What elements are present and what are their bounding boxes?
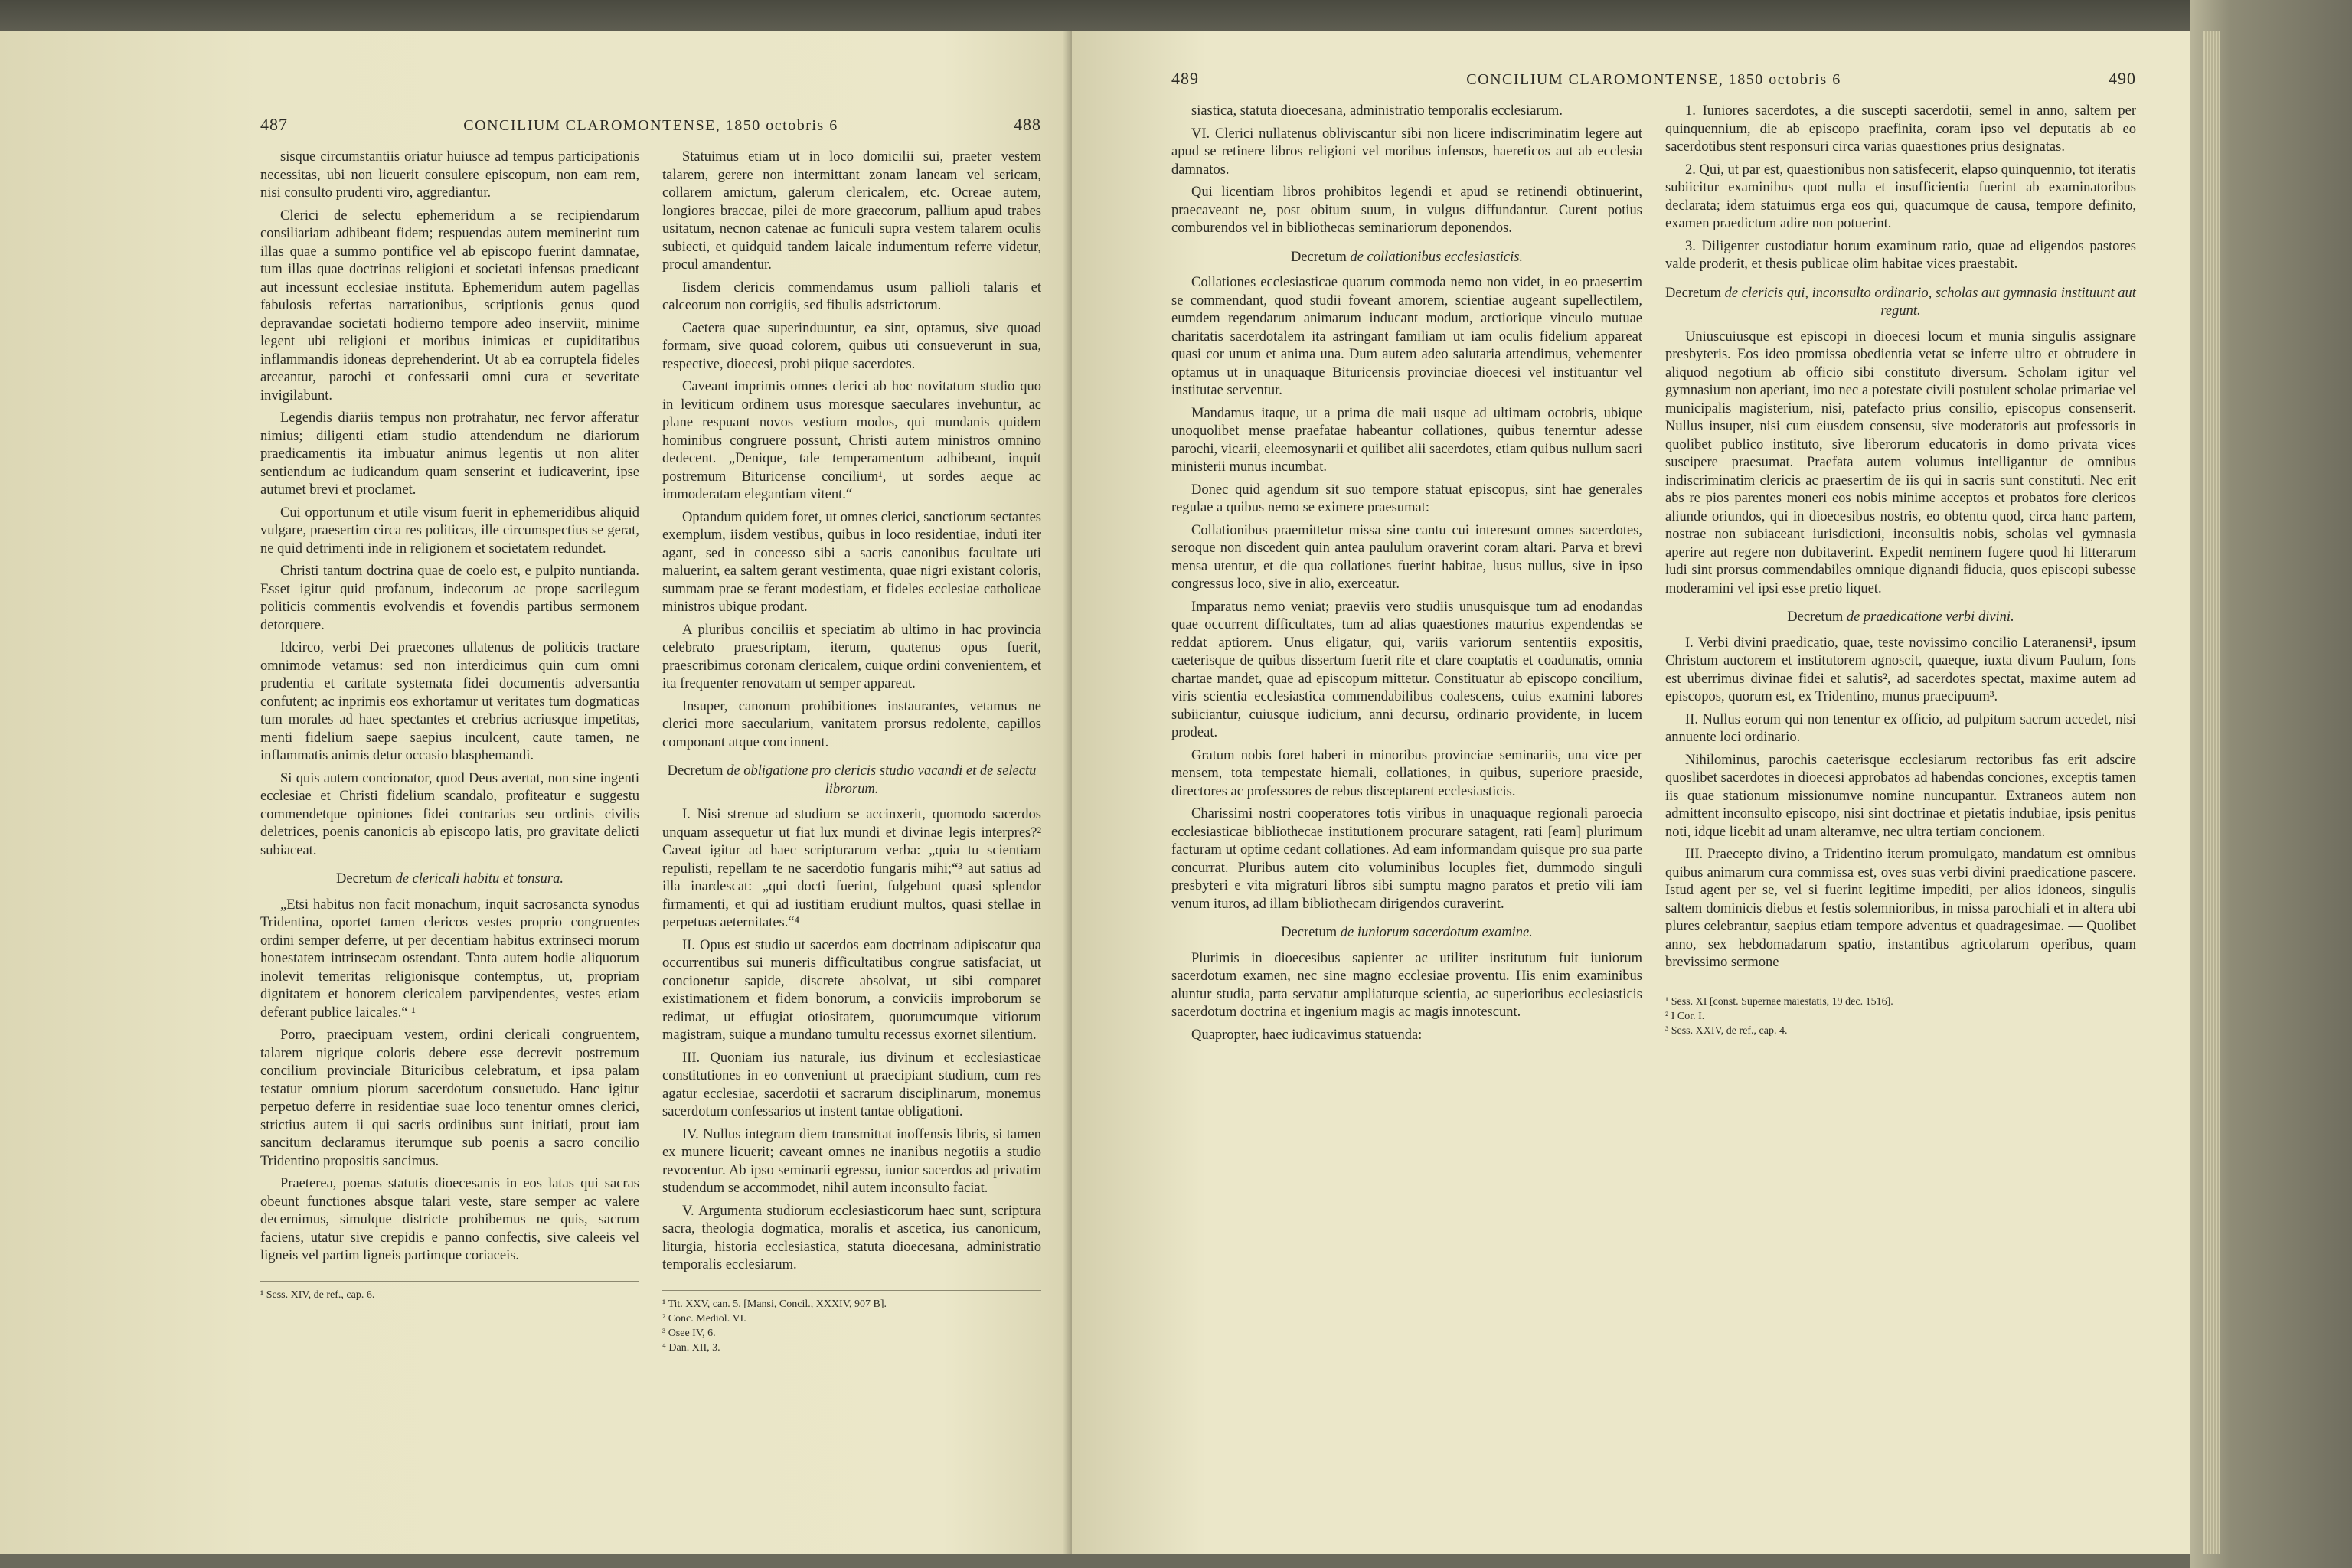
paragraph: Donec quid agendum sit suo tempore statuat episcopus, sint hae generales regulae a quibus nemo se eximere praesumat: <box>1171 482 1642 515</box>
footnote: ¹ Sess. XI [const. Supernae maiestatis, 19 dec. 1516]. <box>1665 995 1893 1008</box>
paragraph: Insuper, canonum prohibitiones instaurantes, vetamus ne clerici more saecularium, vanitatem prorsus redolente, capillos componant atque concinnent. <box>662 698 1041 750</box>
paragraph: Caveant imprimis omnes clerici ab hoc novitatum studio quo in leviticum ordinem usus moresque saeculares invehuntur, ac plane respuant novos vestium modos, qui mundanis quidem hominibus congruere possunt, Christi autem ministros omnino dedecent. „Denique, tale temperamentum adhibeant, inquit postremum Bituricense concilium¹, ut sordes aeque ac immoderatam elegantiam vitent.“ <box>662 379 1041 502</box>
paragraph: Charissimi nostri cooperatores totis viribus in unaquaque regionali paroecia ecclesiasticae bibliothecae institutionem procurare satagent, rati [eam] plurimum facturam ut optime cedant collationes. Ad eam informandam quisque pro sua parte concurrat. Pluribus autem cito voluminibus locuples fiet, dummodo singuli presbyteri e vita migraturi libros sibi sumptu magno paratos et pretio vili iam venum ituros, ad illam bibliothecam dirigendos curaverint. <box>1171 806 1642 912</box>
paragraph: I. Verbi divini praedicatio, quae, teste novissimo concilio Lateranensi¹, ipsum Christum auctorem et institutorem agnoscit, quaeque, iuxta divum Paulum, fons est uberrimus divinae fidei et salutis², ad sacerdotes spectat, maxime autem ad episcopos, quorum est, ex Tridentino, munus praecipuum³. <box>1665 635 2136 704</box>
right-running-title: CONCILIUM CLAROMONTENSE, 1850 octobris 6 <box>1466 71 1841 88</box>
paragraph: A pluribus conciliis et speciatim ab ultimo in hac provincia celebrato praescriptam, iterum, quatenus opus fuerit, praescribimus coronam clericalem, cuique ordini convenientem, et ita frequenter renovatam ut semper appareat. <box>662 622 1041 691</box>
paragraph: Qui licentiam libros prohibitos legendi et apud se retinendi obtinuerint, praecaveant ne, post obitum suum, in vulgus diffundantur. Curent potius comburendos vel in bibliothecas seminariorum deponendos. <box>1171 185 1642 236</box>
decree-heading-subject: de praedicatione verbi divini. <box>1846 609 2014 625</box>
footnote: ¹ Sess. XIV, de ref., cap. 6. <box>260 1289 375 1301</box>
paragraph: „Etsi habitus non facit monachum, inquit sacrosancta synodus Tridentina, oportet tamen clericos vestes proprio congruentes ordini semper deferre, ut per decentiam habitus extrinseci morum honestatem intrinsecam ostendant. Tanta autem hodie aliquorum inolevit temeritas religionisque contemptus, ut, propriam dignitatem et honorem clericalem parvipendentes, vestes etiam deferant publice laicales.“ ¹ <box>260 897 639 1021</box>
right-page-number-2: 490 <box>2109 69 2136 88</box>
paragraph: Iisdem clericis commendamus usum pallioli talaris et calceorum non corrigiis, sed fibulis adstrictorum. <box>662 279 1041 313</box>
left-page <box>0 31 1072 1554</box>
paragraph: I. Nisi strenue ad studium se accinxerit, quomodo sacerdos unquam assequetur ut fiat lux mundi et divinae legis interpres?² Caveat igitur ad haec scripturarum verba: „quia tu scientiam repulisti, repellam te ne sacerdotio fungaris mihi;“³ aut satius ad illa inardescat: „qui docti fuerint, fulgebunt quasi splendor firmamenti, et qui ad iustitiam erudiunt multos, quasi stellae in perpetuas aeternitates.“⁴ <box>662 807 1041 930</box>
paragraph: Cui opportunum et utile visum fuerit in ephemeridibus aliquid vulgare, praesertim circa res politicas, ille circumspectius se gerat, ne quid detrimenti inde in religionem et societatem redundet. <box>260 505 639 557</box>
right-page <box>1072 31 2190 1554</box>
right-column-2 <box>1665 103 2136 1049</box>
paragraph: Praeterea, poenas statutis dioecesanis in eos latas qui sacras obeunt functiones absque talari veste, stare semper ac valere decernimus, simulque districte prohibemus ne quis, sacrum faciens, utatur sive crepidis e panno confectis, sive caleeis vel ligneis vel partim ligneis partimque coriaceis. <box>260 1176 639 1263</box>
left-running-head <box>260 115 1041 135</box>
paragraph: Collationes ecclesiasticae quarum commoda nemo non videt, in eo praesertim se commendant, quod studii foveant amorem, scientiae augeant supellectilem, eumdem regendarum animarum inducant modum, arctiorique vinculo mutuae charitatis sacerdotalem ita astringant familiam ut iam oculis fidelium appareat quasi cor unum et anima una. Dum autem adeo salutaria attendimus, vehementer optamus ut in unaquaque Bituricensis provinciae dioecesi vel instituantur vel institutae serventur. <box>1171 275 1642 398</box>
decree-heading <box>1665 609 2136 627</box>
paragraph: Collationibus praemittetur missa sine cantu cui interesunt omnes sacerdotes, seroque non discedent quin antea paululum oraverint coram altari. Parva et brevi mensa utentur, et die qua collationes fuerint habitae, lusus nullus, sive in ipso congressus loco, sive in alio, exerceatur. <box>1171 522 1642 592</box>
decree-heading-label: Decretum <box>1787 609 1847 625</box>
footnote: ³ Sess. XXIV, de ref., cap. 4. <box>1665 1024 1788 1037</box>
right-page-number-1: 489 <box>1171 69 1199 88</box>
decree-heading-subject: de obligatione pro clericis studio vacandi et de selectu librorum. <box>727 763 1037 797</box>
footnote: ⁴ Dan. XII, 3. <box>662 1341 720 1354</box>
decree-heading-subject: de clericis qui, inconsulto ordinario, scholas aut gymnasia instituunt aut regunt. <box>1724 285 2136 318</box>
decree-heading <box>1665 285 2136 321</box>
paragraph: VI. Clerici nullatenus obliviscantur sibi non licere indiscriminatim legere aut apud se retinere libros religioni vel moribus infensos, haereticos aut ab ecclesia damnatos. <box>1171 126 1642 178</box>
paragraph: 2. Qui, ut par est, quaestionibus non satisfecerit, elapso quinquennio, tot iteratis subiicitur examinibus quot nulla et insufficientia fuerint ab examinatoribus declarata; idem statuimus erga eos qui, quacumque de causa, tempore definito, examen praedictum adire non potuerint. <box>1665 162 2136 231</box>
footnote: ² Conc. Mediol. VI. <box>662 1312 746 1325</box>
book-spine <box>2190 0 2352 1568</box>
decree-heading-subject: de iuniorum sacerdotum examine. <box>1340 925 1533 940</box>
left-running-title: CONCILIUM CLAROMONTENSE, 1850 octobris 6 <box>463 117 838 134</box>
decree-heading-label: Decretum <box>1281 925 1341 940</box>
paragraph: Si quis autem concionator, quod Deus avertat, non sine ingenti ecclesiae et Christi fidelium scandalo, profiteatur e suggestu commendetque opiniones fidei contrarias seu ordinis civilis deletrices, poenis canonicis ab episcopo latis, pro gravitate delicti subiaceat. <box>260 770 639 858</box>
paragraph: Statuimus etiam ut in loco domicilii sui, praeter vestem talarem, gerere non intermittant zonam laneam vel sericam, collarem amictum, galerum clericalem, etc. Ocreae autem, longiores braccae, pilei de more graecorum, pallium apud trabes usitatum, necnon catenae ac funiculi supra vestem talarem oculis subiecti, et quidquid tandem laicale indumentum referre videtur, procul amandentur. <box>662 149 1041 273</box>
right-running-head <box>1171 69 2136 89</box>
right-column-1 <box>1171 103 1642 1049</box>
paragraph: III. Quoniam ius naturale, ius divinum et ecclesiasticae constitutiones in eo conveniunt ut praecipiant studium, cum res agatur ecclesiae, sacerdotii et sacrarum disciplinarum, monemus sacerdotum confessarios ut instent tantae obligationi. <box>662 1050 1041 1119</box>
left-column-2 <box>662 149 1041 1356</box>
decree-heading-subject: de collationibus ecclesiasticis. <box>1350 249 1524 265</box>
paragraph: Optandum quidem foret, ut omnes clerici, sanctiorum sectantes exemplum, iisdem vestibus, quibus in loco residentiae, induti iter agant, sed in concesso sibi a sacris canonibus facultate uti maluerint, ea saltem gerant vestimenta, quae nigri existant coloris, summam prae se ferant modestiam, et fideles ecclesiae catholicae ministros ubique prodant. <box>662 509 1041 615</box>
paragraph: II. Nullus eorum qui non tenentur ex officio, ad pulpitum sacrum accedet, nisi annuente loci ordinario. <box>1665 711 2136 745</box>
decree-heading-label: Decretum <box>1665 285 1725 301</box>
decree-heading <box>1171 249 1642 267</box>
decree-heading-label: Decretum <box>1290 249 1351 265</box>
left-column-1 <box>260 149 639 1356</box>
paragraph: Plurimis in dioecesibus sapienter ac utiliter institutum fuit iuniorum sacerdotum examen, nec sine magno ecclesiae proventu. His enim examinibus aluntur studia, parta servatur ampliaturque scientia, ac superioribus ecclesiasticis sacerdotum doctrina et ingenium magis ac magis innotescunt. <box>1171 950 1642 1020</box>
left-page-number-2: 488 <box>1014 115 1041 134</box>
paragraph: II. Opus est studio ut sacerdos eam doctrinam adipiscatur qua occurrentibus sui muneris difficultatibus congrue satisfaciat, ut concionetur sapide, discrete absolvat, ut sibi comparet existimationem et fidem bonorum, a conviciis improborum se redimat, ut effugiat otiositatem, quorumcumque vitiorum magistram, suique a mundano tumultu recessus exornet silentium. <box>662 937 1041 1043</box>
decree-heading <box>662 763 1041 799</box>
decree-heading <box>1171 924 1642 942</box>
paragraph: Imparatus nemo veniat; praeviis vero studiis unusquisque tum ad enodandas quae occurrent difficultates, tum ad alias quaestiones maturius expendendas se reddat aptiorem. Unus eligatur, qui, variis variorum sententiis expositis, caeterisque de quibus dissertum fuerit rite et clare coaptatis et coadunatis, omnia chartae mandet, quae ad episcopum mittetur. Constituatur ab episcopo concilium, viris scientia ecclesiastica commendabilibus coalescens, cuius examini labores subiiciantur, cuiusque iudicium, anni decursu, ordinario providente, in lucem prodeat. <box>1171 599 1642 740</box>
paragraph: Idcirco, verbi Dei praecones ullatenus de politicis tractare omnimode vetamus: sed non interdicimus quin cum omni prudentia et caritate systemata fidei documentis adversantia confutent; ac inprimis eos exhortamur ut veritates tum dogmaticas tum morales ad haec spectantes et crebrius acriusque impetitas, menti fidelium saepe saepius inculcent, caute tamen, ne inflammatis animis detur occasio blasphemandi. <box>260 640 639 763</box>
paragraph: Uniuscuiusque est episcopi in dioecesi locum et munia singulis assignare presbyteris. Eos ideo promissa obedientia vetat se inferre ultro et obtrudere in aliquod negotium ab officio sibi constituto diversum. Scholam igitur vel gymnasium non aperiant, imo nec a potestate civili postulent scholae primariae vel municipalis magisterium, nisi, patefacto prius consilio, episcopus consenserit. Nullus insuper, nisi cum eiusdem consensu, sive moderatoris aut professoris in quolibet publico instituto, sive liberorum educatoris in domo privata vices suscipere praesumat. Praefata autem volumus intelligantur de omnibus indiscriminatim clericis ac praesertim de iis qui in sacris sunt constituti. Nec erit abs re pios parentes moneri eos nobis minime acceptos et probatos fore clericos aliunde oriundos, qui in dioecesibus nostris, eo obtentu quod, circa hanc partem, nostrae non subiaceant iurisdictioni, inconsultis nobis, scholas vel gymnasia aperire aut regere non dubitaverint. Expedit neminem fugere quod hi litterarum ludi sint prorsus commendabiles omnique dignandi fiducia, quos episcopi subesse moderamini vel ipsi esse pretio liquet. <box>1665 328 2136 596</box>
page-edges <box>2203 31 2220 1554</box>
left-page-number-1: 487 <box>260 115 288 134</box>
footnote: ¹ Tit. XXV, can. 5. [Mansi, Concil., XXXIV, 907 B]. <box>662 1298 887 1310</box>
paragraph: Gratum nobis foret haberi in minoribus provinciae seminariis, una vice per mensem, tota tempestate hiemali, collationes, in quibus, superiore praeside, directores ac professores de rebus disceptarent ecclesiasticis. <box>1171 747 1642 799</box>
paragraph: Legendis diariis tempus non protrahatur, nec fervor afferatur nimius; diligenti etiam studio attendendum ne diariorum praedicamentis ita imbuatur animus legentis ut non aliter sentiendum ac iudicandum quam senserint et iudicaverint, ipse autumet brevi et proclamet. <box>260 410 639 498</box>
paragraph: 1. Iuniores sacerdotes, a die suscepti sacerdotii, semel in anno, saltem per quinquennium, die ab episcopo praefinita, coram ipso vel deputatis ab eo sacerdotibus stent responsuri circa varias quaestiones prius designatas. <box>1665 103 2136 155</box>
footnote: ³ Osee IV, 6. <box>662 1327 716 1339</box>
paragraph: Mandamus itaque, ut a prima die maii usque ad ultimam octobris, ubique unoquolibet mense praefatae habeantur collationes, quibus tenerntur adesse parochi, vicarii, eleemosynarii et quilibet alii sacerdotes, etiam quibus nullum sacri ministerii munus incumbat. <box>1171 405 1642 475</box>
paragraph: siastica, statuta dioecesana, administratio temporalis ecclesiarum. <box>1191 103 1563 119</box>
paragraph: Christi tantum doctrina quae de coelo est, e pulpito nuntianda. Esset igitur quid profanum, indecorum ac prope sacrilegum politicis commentis evolvendis et fovendis partibus sermonem detorquere. <box>260 564 639 633</box>
paragraph: Caetera quae superinduuntur, ea sint, optamus, sive quoad formam, sive quoad colorem, quibus uti consueverunt in sua, respective, dioecesi, probi piique sacerdotes. <box>662 320 1041 372</box>
paragraph: III. Praecepto divino, a Tridentino iterum promulgato, mandatum est omnibus quibus animarum cura commissa est, oves suas verbi divini praedicatione pascere. Istud agent per se, vel si fuerint legitime impediti, per alios idoneos, singulis saltem dominicis diebus et festis solemnioribus, in missa parochiali et in altera ubi plures celebrantur, saepius etiam tempore adventus et quadragesimae. — Quolibet anno, sex hebdomadarum spatio, instantibus agricolarum operibus, quam brevissimo sermone <box>1665 847 2136 970</box>
decree-heading-label: Decretum <box>667 763 727 779</box>
paragraph: Clerici de selectu ephemeridum a se recipiendarum consiliariam adhibeant fidem; respuendas autem meminerint tum illas quae a summo pontifice vel ab episcopo fuerint damnatae, tum illas quae doctrinas religioni et societati infensas praedicant aut incessunt ecclesiae instituta. Ephemeridum autem pagellas fabulosis refertas narrationibus, scriptionis genus quod depravandae societati hodierno tempore adeo inserviit, minime legent ubi religioni et moribus inimicas et cupiditatibus inflammandis idoneas deprehenderint. Ut ab ea corruptela fideles arceantur, parochi et confessarii omni cura et severitate invigilabunt. <box>260 207 639 403</box>
footnote: ² I Cor. I. <box>1665 1010 1705 1022</box>
paragraph: Porro, praecipuam vestem, ordini clericali congruentem, talarem nigrique coloris debere esse decrevit postremum concilium provinciale Bituricibus celebratum, et ipsa palam testatur omnium piorum sacerdotum consuetudo. Hanc igitur perpetuo deferre in residentiae suae loco tenentur omnes clerici, strictius autem ii qui sacris ordinibus sunt initiati, prout iam sancitum declaramus iterumque sub poenis a sacro concilio Tridentino propositis sancimus. <box>260 1027 639 1169</box>
paragraph: Nihilominus, parochis caeterisque ecclesiarum rectoribus fas erit adscire quoslibet sacerdotes in dioecesi approbatos ad habendas conciones, exceptis tamen iis quae stationum missionumve nomine nuncupantur. Extraneos autem non admittent inconsulto episcopo, nisi sint doctrinae et pietatis indubiae, ipsis penitus noti, idque licebit ad unam alteramve, nec ultra tertiam concionem. <box>1665 752 2136 840</box>
footnotes <box>662 1290 1041 1355</box>
footnotes <box>1665 988 2136 1038</box>
footnotes <box>260 1281 639 1302</box>
decree-heading-subject: de clericali habitu et tonsura. <box>395 871 564 887</box>
paragraph: Quapropter, haec iudicavimus statuenda: <box>1191 1027 1423 1043</box>
paragraph: 3. Diligenter custodiatur horum examinum ratio, quae ad eligendos pastores valde proderit, et thesis publicae olim habitae vices praestabit. <box>1665 238 2136 272</box>
decree-heading-label: Decretum <box>336 871 396 887</box>
paragraph: V. Argumenta studiorum ecclesiasticorum haec sunt, scriptura sacra, theologia dogmatica, moralis et ascetica, ius canonicum, liturgia, historia ecclesiastica, statuta dioecesana, administratio temporalis ecclesiarum. <box>662 1203 1041 1272</box>
paragraph: sisque circumstantiis oriatur huiusce ad tempus participationis necessitas, ubi non licuerit consulere episcopum, non eam rem, nisi consulto prudenti viro, aggrediantur. <box>260 149 639 201</box>
decree-heading <box>260 871 639 889</box>
paragraph: IV. Nullus integram diem transmittat inoffensis libris, si tamen ex munere licuerit; caveant omnes ne inanibus negotiis a studio revocentur. Ab ipso seminarii egressu, iunior sacerdos ad privatim studendum se accommodet, nihil autem inconsulto faciat. <box>662 1126 1041 1196</box>
